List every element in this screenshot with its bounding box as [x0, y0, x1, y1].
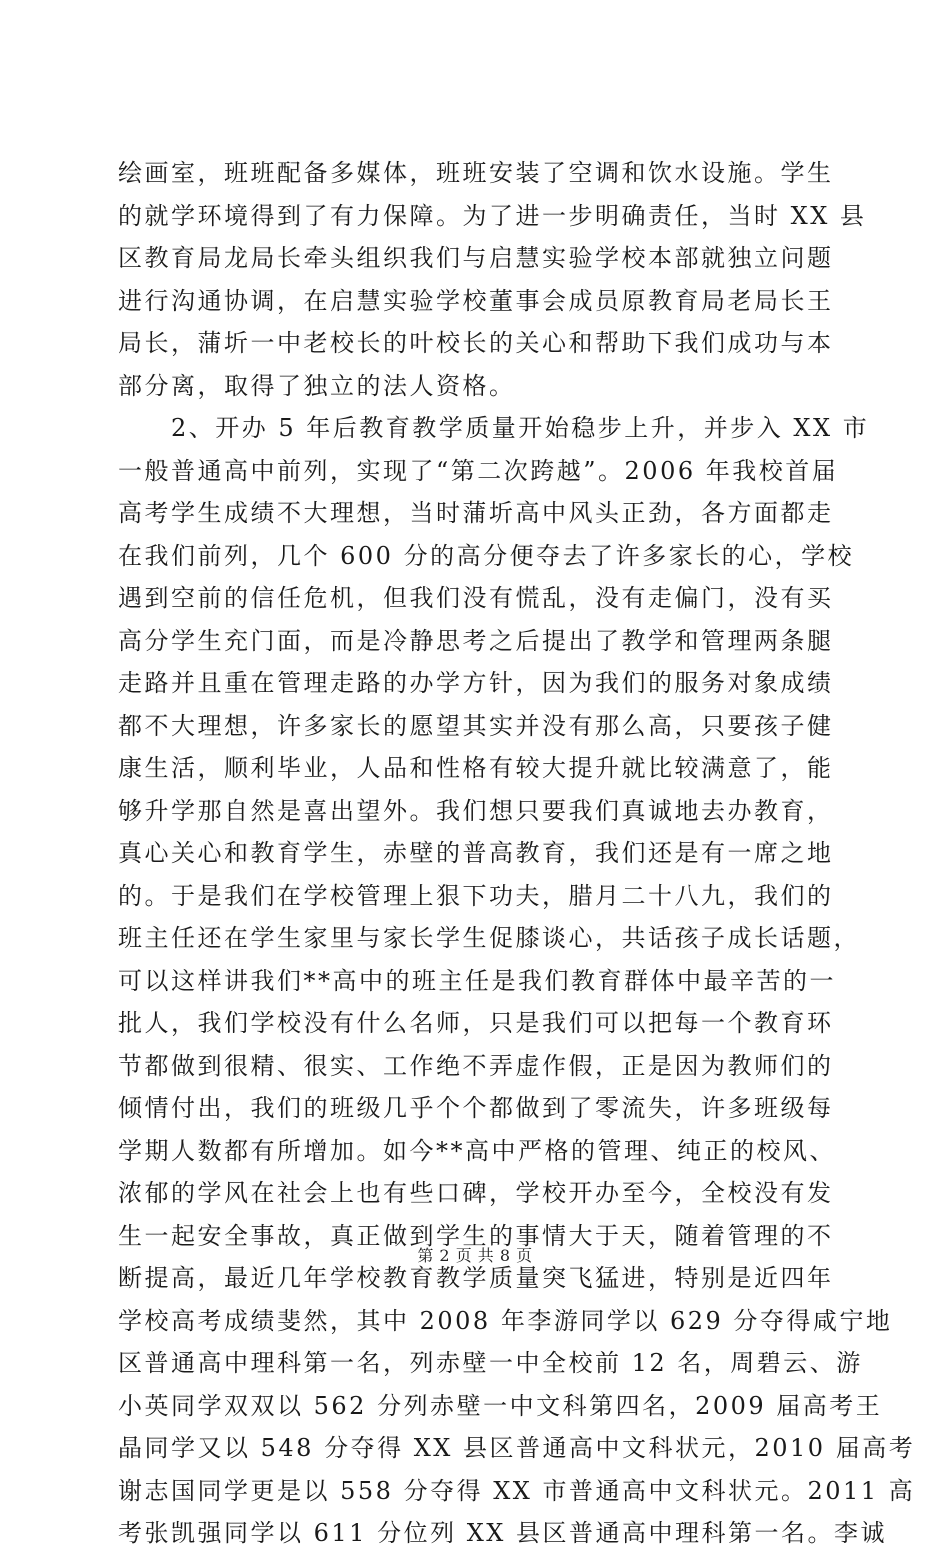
text-line: 晶同学又以 548 分夺得 XX 县区普通高中文科状元，2010 届高考 [118, 1434, 916, 1462]
text-line: 区普通高中理科第一名，列赤壁一中全校前 12 名，周碧云、游 [118, 1349, 863, 1377]
text-line: 的就学环境得到了有力保障。为了进一步明确责任，当时 XX 县 [118, 201, 867, 230]
text-line: 够升学那自然是喜出望外。我们想只要我们真诚地去办教育， [118, 796, 834, 825]
text-line: 断提高，最近几年学校教育教学质量突飞猛进，特别是近四年 [118, 1264, 834, 1292]
text-line: 部分离，取得了独立的法人资格。 [118, 371, 516, 400]
text-line: 生一起安全事故，真正做到学生的事情大于天，随着管理的不 [118, 1221, 834, 1250]
text-line: 谢志国同学更是以 558 分夺得 XX 市普通高中文科状元。2011 高 [118, 1476, 916, 1505]
text-line: 学校高考成绩斐然，其中 2008 年李游同学以 629 分夺得咸宁地 [118, 1306, 893, 1335]
text-line: 的。于是我们在学校管理上狠下功夫，腊月二十八九，我们的 [118, 881, 834, 910]
text-line: 高分学生充门面，而是冷静思考之后提出了教学和管理两条腿 [118, 626, 834, 655]
text-line: 班主任还在学生家里与家长学生促膝谈心，共话孩子成长话题， [118, 924, 860, 952]
text-line: 小英同学双双以 562 分列赤壁一中文科第四名，2009 届高考王 [118, 1391, 883, 1420]
text-line: 2、开办 5 年后教育教学质量开始稳步上升，并步入 XX 市 [118, 414, 870, 442]
text-line: 可以这样讲我们**高中的班主任是我们教育群体中最辛苦的一 [118, 966, 836, 995]
text-line: 都不大理想，许多家长的愿望其实并没有那么高，只要孩子健 [118, 711, 834, 740]
text-line: 学期人数都有所增加。如今**高中严格的管理、纯正的校风、 [118, 1136, 836, 1165]
page-number-footer: 第 2 页 共 8 页 [417, 1246, 533, 1265]
text-line: 走路并且重在管理走路的办学方针，因为我们的服务对象成绩 [118, 669, 834, 697]
text-line: 节都做到很精、很实、工作绝不弄虚作假，正是因为教师们的 [118, 1051, 834, 1080]
text-line: 浓郁的学风在社会上也有些口碑，学校开办至今，全校没有发 [118, 1179, 834, 1207]
text-line: 区教育局龙局长牵头组织我们与启慧实验学校本部就独立问题 [118, 244, 834, 272]
text-line: 绘画室，班班配备多媒体，班班安装了空调和饮水设施。学生 [118, 159, 834, 187]
text-line: 高考学生成绩不大理想，当时蒲圻高中风头正劲，各方面都走 [118, 499, 834, 527]
text-line: 一般普通高中前列，实现了“第二次跨越”。2006 年我校首届 [118, 456, 839, 485]
text-line: 考张凯强同学以 611 分位列 XX 县区普通高中理科第一名。李诚 [118, 1519, 887, 1547]
text-line: 局长，蒲圻一中老校长的叶校长的关心和帮助下我们成功与本 [118, 329, 834, 357]
body-text [118, 152, 916, 1555]
text-line: 倾情付出，我们的班级几乎个个都做到了零流失，许多班级每 [118, 1094, 834, 1122]
text-line: 在我们前列，几个 600 分的高分便夺去了许多家长的心，学校 [118, 541, 855, 570]
text-line: 遇到空前的信任危机，但我们没有慌乱，没有走偏门，没有买 [118, 584, 834, 612]
text-line: 真心关心和教育学生，赤壁的普高教育，我们还是有一席之地 [118, 839, 834, 867]
text-line: 康生活，顺利毕业，人品和性格有较大提升就比较满意了，能 [118, 754, 834, 782]
text-line: 进行沟通协调，在启慧实验学校董事会成员原教育局老局长王 [118, 286, 834, 315]
text-line: 批人，我们学校没有什么名师，只是我们可以把每一个教育环 [118, 1009, 834, 1037]
